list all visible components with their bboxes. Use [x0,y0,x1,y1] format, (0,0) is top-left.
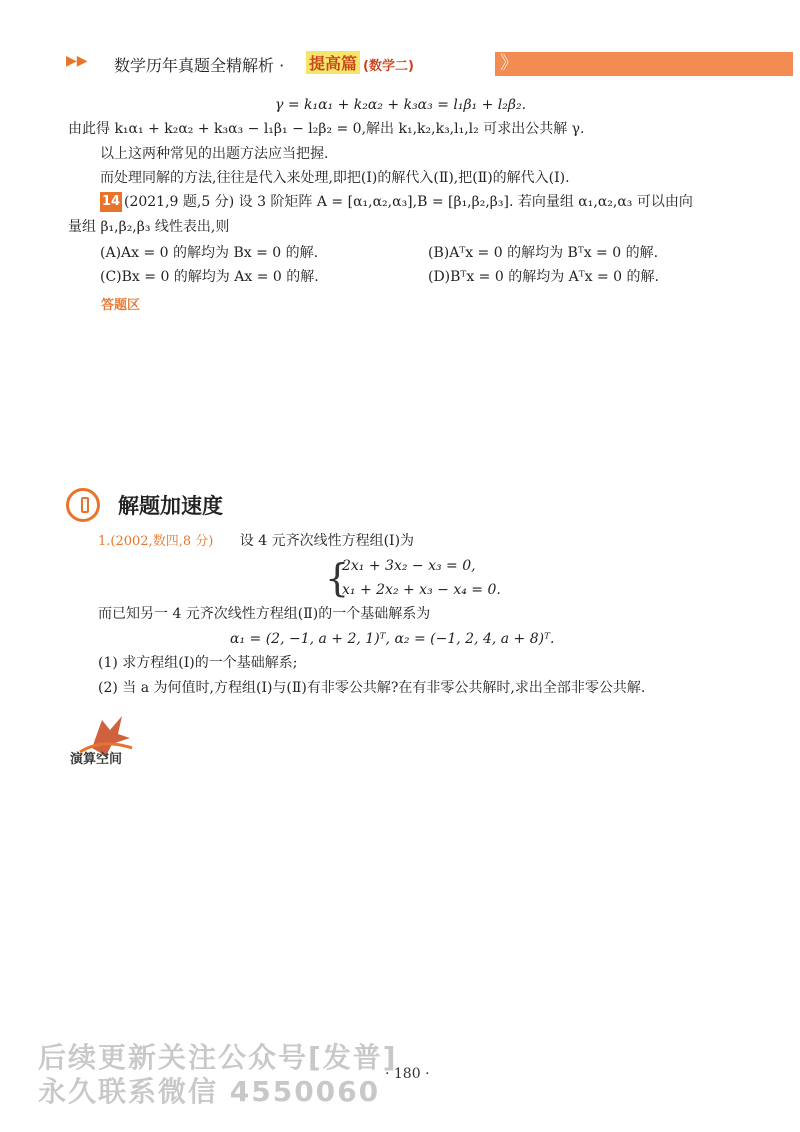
option-c: (C)Bx = 0 的解均为 Ax = 0 的解. [100,269,319,285]
answer-area-label: 答题区 [101,298,141,313]
speedup-icon [66,488,100,522]
question-number-badge: 14 [100,192,122,212]
alpha-equation: α₁ = (2, −1, a + 2, 1)ᵀ, α₂ = (−1, 2, 4, a + 8)ᵀ. [230,631,555,647]
gamma-equation: γ = k₁α₁ + k₂α₂ + k₃α₃ = l₁β₁ + l₂β₂. [275,97,527,113]
logo-label: 演算空间 [70,752,123,767]
header-chevron-icon: 》 [500,53,518,74]
section-title: 解题加速度 [118,494,223,518]
text-line-3: 而处理同解的方法,往往是代入来处理,即把(Ⅰ)的解代入(Ⅱ),把(Ⅱ)的解代入(Ⅰ). [100,170,570,186]
part-1: (1) 求方程组(Ⅰ)的一个基础解系; [98,655,298,671]
page-number: · 180 · [385,1066,430,1082]
header-title: 数学历年真题全精解析 · [114,56,285,75]
option-d: (D)Bᵀx = 0 的解均为 Aᵀx = 0 的解. [428,269,659,285]
option-a: (A)Ax = 0 的解均为 Bx = 0 的解. [100,245,319,261]
text-line-1: 由此得 k₁α₁ + k₂α₂ + k₃α₃ − l₁β₁ − l₂β₂ = 0,解出 k₁,k₂,k₃,l₁,l₂ 可求出公共解 γ. [68,121,585,137]
system-equation-2: x₁ + 2x₂ + x₃ − x₄ = 0. [342,582,501,598]
header-subject-label: (数学二) [363,59,414,74]
part-2: (2) 当 a 为何值时,方程组(Ⅰ)与(Ⅱ)有非零公共解?在有非零公共解时,求出全部非零公共解. [98,680,646,696]
question-1-text: 设 4 元齐次线性方程组(Ⅰ)为 [239,533,415,549]
header-volume-label: 提高篇 [306,51,360,74]
header-stripe [495,52,793,76]
header-arrows-icon: ▶▶ [66,53,88,69]
question-1-label: 1.(2002,数四,8 分) [98,534,214,549]
known-solution-line: 而已知另一 4 元齐次线性方程组(Ⅱ)的一个基础解系为 [98,606,431,622]
text-line-2: 以上这两种常见的出题方法应当把握. [100,146,329,162]
system-brace: { [325,556,350,600]
watermark-line-1: 后续更新关注公众号[发普] [38,1041,398,1074]
option-b: (B)Aᵀx = 0 的解均为 Bᵀx = 0 的解. [428,245,659,261]
system-equation-1: 2x₁ + 3x₂ − x₃ = 0, [342,558,476,574]
question-1-header [98,531,414,552]
question-14-line-2: 量组 β₁,β₂,β₃ 线性表出,则 [68,219,230,235]
watermark-line-2: 永久联系微信 4550060 [38,1075,381,1108]
question-14-line-1: (2021,9 题,5 分) 设 3 阶矩阵 A = [α₁,α₂,α₃],B = [β₁,β₂,β₃]. 若向量组 α₁,α₂,α₃ 可以由向 [124,194,693,210]
